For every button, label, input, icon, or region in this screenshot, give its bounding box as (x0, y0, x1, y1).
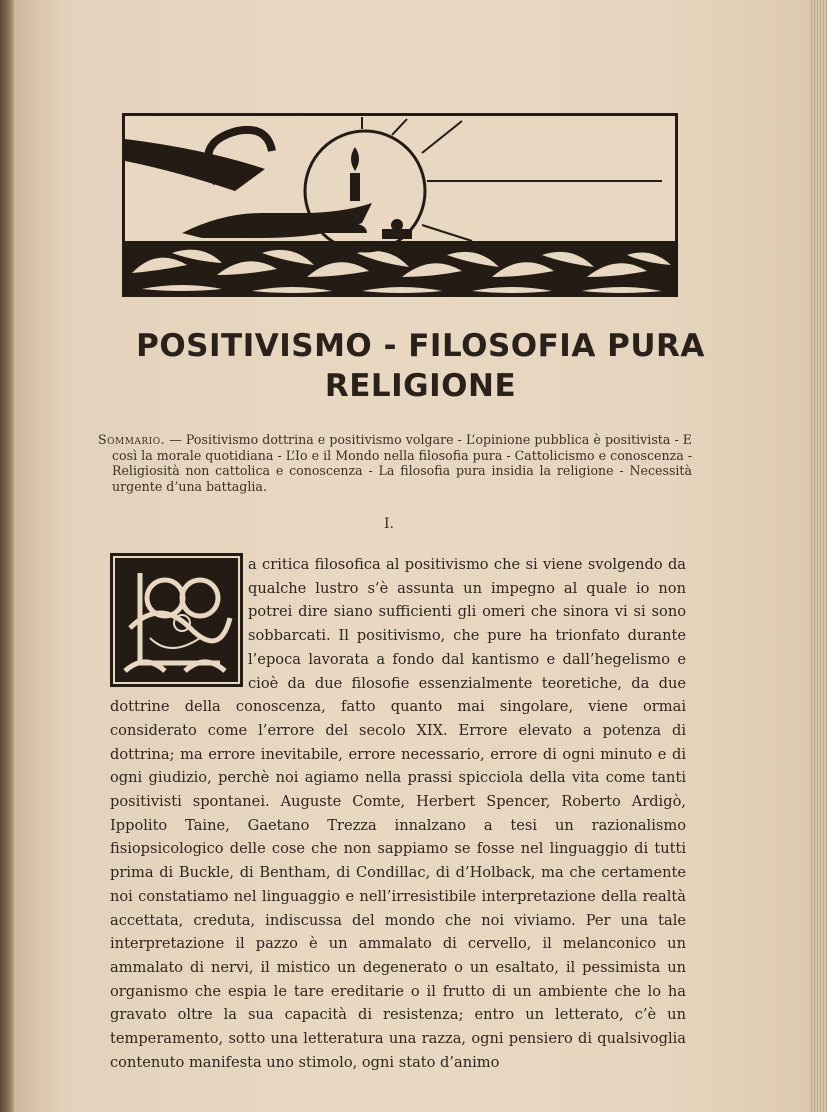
body-paragraph: a critica filosofica al positivismo che si viene svolgendo da qualche lustro s’è assunta un impegno al quale io non potrei dire siano sufficienti gli omeri che sinora vi si sono sobbarcati. Il positivismo, che pure ha trionfato durante l’epoca lavorata a fondo dal kantismo e dall’hegelismo e cioè da due filosofie essenzialmente teoretiche, da due dottrine della conoscenza, fatto quanto mai singolare, viene ormai considerato come l’errore del secolo XIX. Errore elevato a potenza di dottrina; ma errore inevitabile, errore necessario, errore di ogni minuto e di ogni giudizio, perchè noi agiamo nella prassi spicciola della vita come tanti positivisti spontanei. Auguste Comte, Herbert Spencer, Roberto Ardigò, Ippolito Taine, Gaetano Trezza innalzano a tesi un razionalismo fisiopsicologico delle cose che non sappiamo se fosse nel linguaggio di tutti prima di Buckle, di Bentham, di Condillac, di d’Holback, ma che certamente noi constatiamo nel linguaggio e nell’irresistibile interpretazione della realtà accettata, creduta, indiscussa del mondo che noi viviamo. Per una tale interpretazione il pazzo è un ammalato di cervello, il melanconico un ammalato di nervi, il mistico un degenerato o un esaltato, il pessimista un organismo che espia le tare ereditarie o il frutto di un ambiente che lo ha gravato oltre la sua capacità di resistenza; entro un letterato, c’è un temperamento, sotto una letteratura una razza, ogni pensiero di qualsivoglia contenuto manifesta uno stimolo, ogni stato d’animo (110, 556, 686, 1071)
section-number: I. (384, 516, 394, 532)
book-spine (0, 0, 14, 1112)
chapter-title-line-2: RELIGIONE (324, 368, 517, 404)
page-edge (809, 0, 827, 1112)
body-text-block (110, 553, 686, 1074)
drop-cap-l-ornament (110, 553, 243, 687)
summary-text: — Positivismo dottrina e positivismo volgare - L’opinione pubblica è positivista - E così la morale quotidiana - L’Io e il Mondo nella filosofia pura - Cattolicismo e conoscenza - Religiosità non cattolica e conoscenza - La filosofia pura insidia la religione - Necessità urgente d’una battaglia. (112, 432, 692, 494)
summary-label: Sommario. (98, 432, 166, 447)
chapter-summary (98, 432, 692, 494)
chapter-title-line-1: POSITIVISMO - FILOSOFIA PURA (136, 328, 705, 364)
book-page (14, 0, 827, 1112)
oil-lamp-vignette (122, 113, 678, 297)
